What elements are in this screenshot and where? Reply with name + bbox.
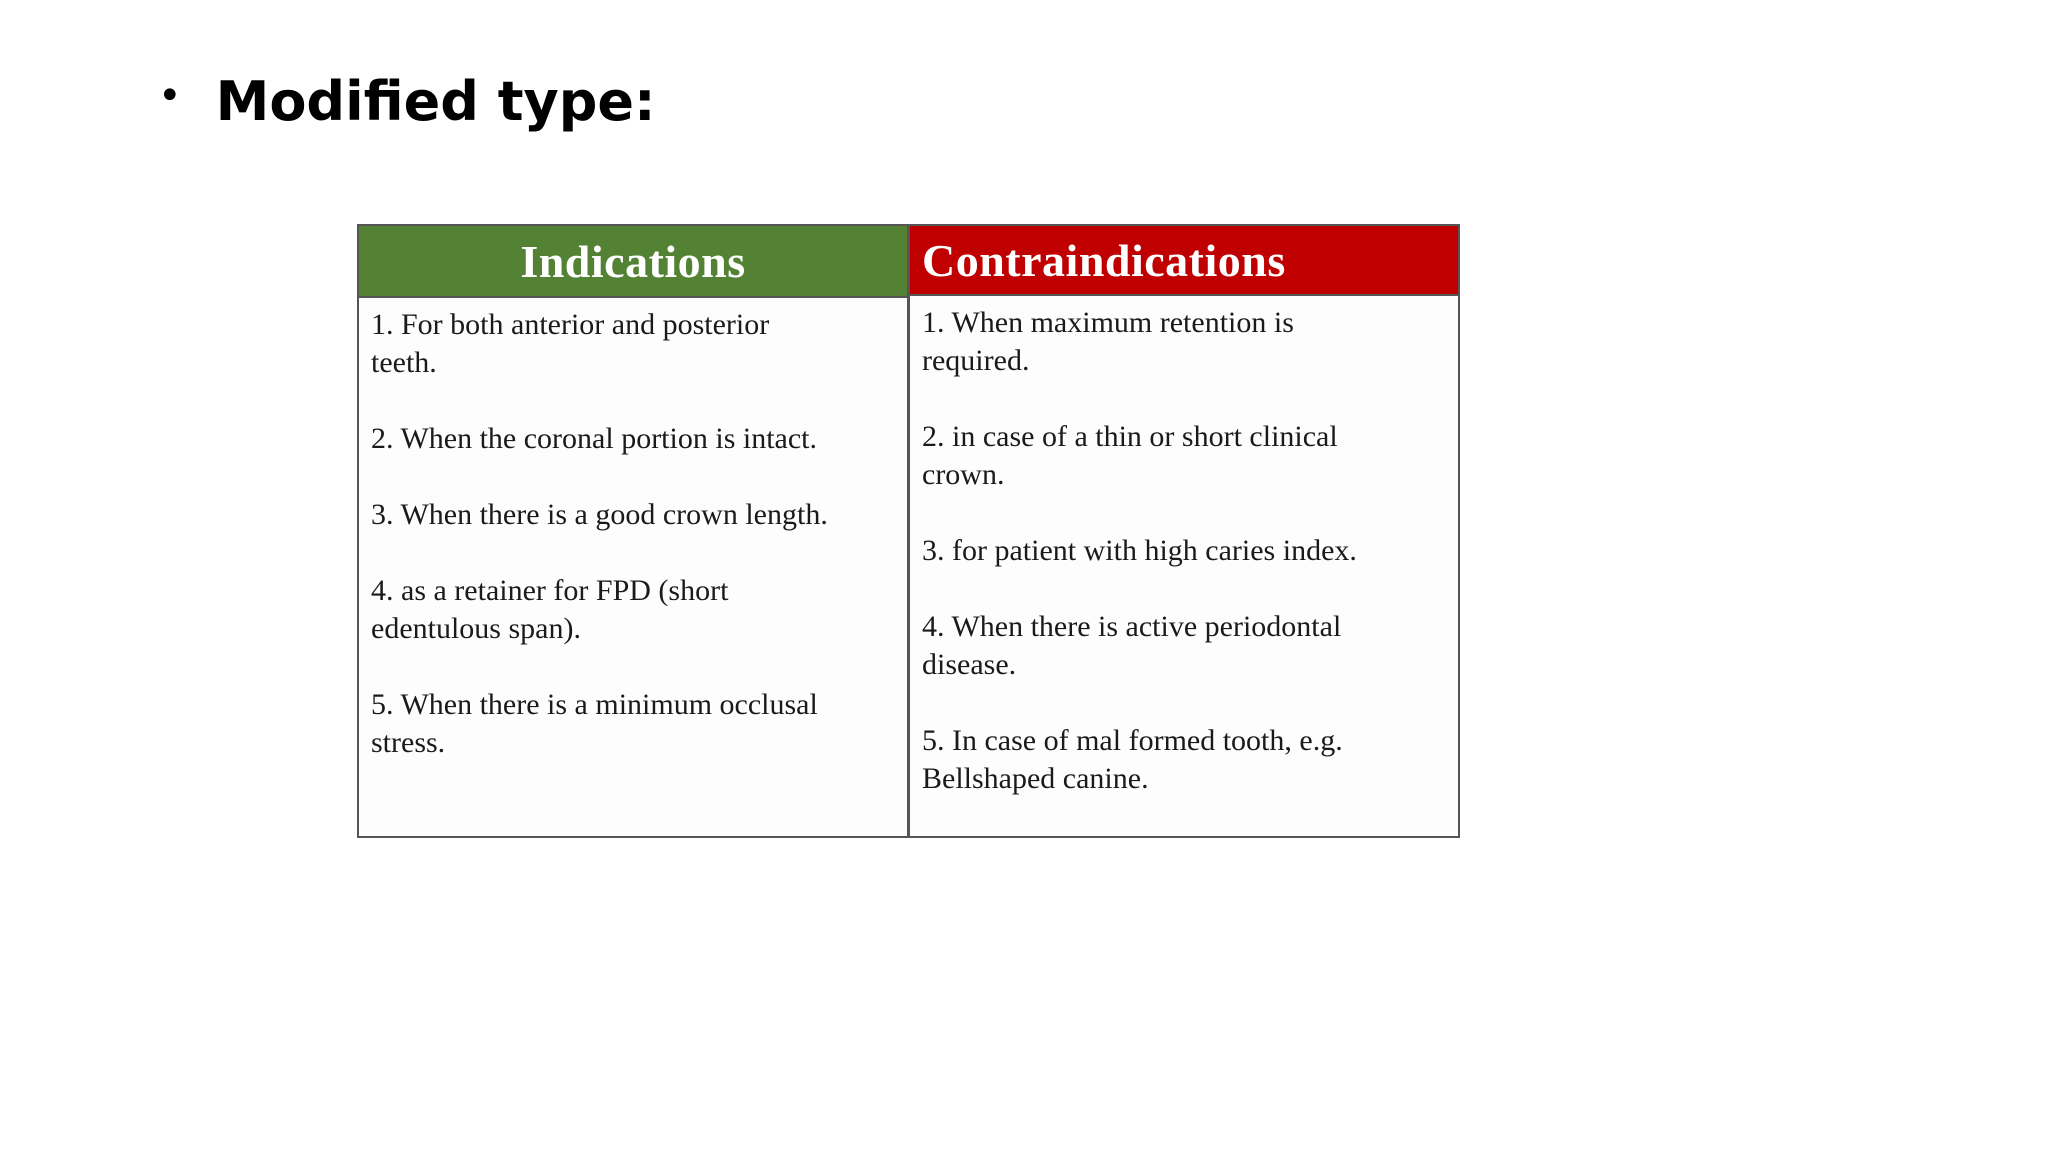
bullet-icon: • xyxy=(158,73,182,120)
contraindications-list xyxy=(910,296,1458,836)
slide-heading: Modified type: xyxy=(215,70,656,133)
indication-item: 5. When there is a minimum occlusal stress. xyxy=(371,688,818,759)
heading-bullet-line xyxy=(158,70,656,135)
indication-item: 2. When the coronal portion is intact. xyxy=(371,422,818,455)
contraindication-item: 4. When there is active periodontal disease. xyxy=(922,610,1342,681)
indication-item: 4. as a retainer for FPD (short edentulous span). xyxy=(371,574,729,645)
contraindication-item: 1. When maximum retention is required. xyxy=(922,306,1294,377)
indications-table xyxy=(357,224,1460,838)
contraindications-header: Contraindications xyxy=(910,226,1458,296)
indication-item: 3. When there is a good crown length. xyxy=(371,498,828,531)
contraindications-column xyxy=(907,226,1458,836)
contraindication-item: 3. for patient with high caries index. xyxy=(922,534,1357,567)
contraindication-item: 2. in case of a thin or short clinical crown. xyxy=(922,420,1338,491)
indications-column xyxy=(359,226,907,836)
indications-header: Indications xyxy=(359,226,907,298)
indications-list xyxy=(359,298,907,836)
contraindication-item: 5. In case of mal formed tooth, e.g. Bellshaped canine. xyxy=(922,724,1343,795)
indication-item: 1. For both anterior and posterior teeth. xyxy=(371,308,770,379)
